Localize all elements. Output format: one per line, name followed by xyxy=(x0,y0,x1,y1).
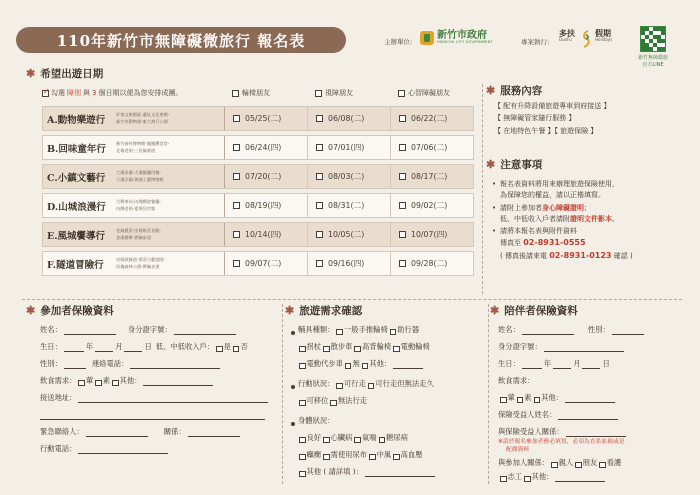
aid-checkbox[interactable] xyxy=(345,363,352,370)
route-name: E.風城饗導行 xyxy=(47,230,106,242)
route-row xyxy=(42,193,474,218)
participant-heading: ✱ 參加者保險資料 xyxy=(26,304,114,317)
executor-label: 專案執行: xyxy=(521,38,550,46)
route-name: A.動物樂遊行 xyxy=(47,114,106,126)
beneficiary-rel-field[interactable] xyxy=(566,429,626,437)
diet-other-field[interactable] xyxy=(143,378,213,386)
rel-checkbox[interactable] xyxy=(599,462,606,469)
health-checkbox[interactable] xyxy=(299,454,306,461)
aid-checkbox[interactable] xyxy=(354,346,361,353)
star-icon: ✱ xyxy=(486,158,496,171)
organizer-name: 新竹市政府 xyxy=(437,30,487,42)
mobility-checkbox[interactable] xyxy=(330,400,337,407)
health-checkbox[interactable] xyxy=(369,454,376,461)
service-item: 【 配有升降設備旅遊專車到府接送 】 xyxy=(494,102,611,110)
duofu-swirl-icon xyxy=(581,29,591,49)
phone-number: 02-8931-0123 xyxy=(549,250,612,260)
mobility-checkbox[interactable] xyxy=(299,400,306,407)
route-desc: 功維敘隧道-菁莊古藝庭園- 玫瑰森林公園-實驗步道 xyxy=(116,257,166,269)
aid-checkbox[interactable] xyxy=(299,363,306,370)
date-checkbox[interactable] xyxy=(233,260,240,267)
date-option[interactable]: 06/24(四) xyxy=(225,136,308,159)
date-checkbox[interactable] xyxy=(316,144,323,151)
date-option[interactable]: 09/16(四) xyxy=(308,252,391,275)
services-heading: ✱ 服務內容 xyxy=(486,84,543,97)
aid-checkbox[interactable] xyxy=(299,346,306,353)
mobile-field[interactable] xyxy=(78,446,168,454)
dates-table-header xyxy=(42,84,474,102)
col-mental[interactable]: 心智障礙朋友 xyxy=(390,88,474,98)
companion-birth-month[interactable] xyxy=(553,361,571,369)
travel-needs-heading: ✱ 旅遊需求確認 xyxy=(285,304,363,317)
date-option[interactable]: 06/08(二) xyxy=(308,107,391,130)
holidays-logo xyxy=(595,30,612,42)
date-option[interactable]: 09/07(二) xyxy=(225,252,308,275)
name-field[interactable] xyxy=(64,327,116,335)
date-checkbox[interactable] xyxy=(316,260,323,267)
gender-field[interactable] xyxy=(64,361,86,369)
date-option[interactable]: 09/28(二) xyxy=(391,252,475,275)
fax-number: 02-8931-0555 xyxy=(523,238,586,248)
travel-needs-form: 輔具種類： 一般手推輪椅 助行器 拐杖 散步車 高背輪椅 電動輪椅 電動代步車 無 其他： 行動狀況： 可行走 可行走但無法走久 可移位 無法行走 身體狀況： 良好 心臟病 氣喘 糖尿病 癲癇 需使用尿布 中風 高血壓 其他 ( 請詳填 )： xyxy=(291,318,486,477)
date-checkbox[interactable] xyxy=(233,115,240,122)
participant-form: 姓名： 身分證字號： 生日： 年 月 日 低、中低收入戶： 是 否 性別： 連絡電話： 飲食需求： 葷 素 其他： 接送地址： 緊急聯絡人： 關係： 行動電話： xyxy=(40,318,280,454)
col-wheelchair[interactable]: 輪椅朋友 xyxy=(224,88,307,98)
address-field-2[interactable] xyxy=(40,412,265,420)
notes-heading: ✱ 注意事項 xyxy=(486,158,543,171)
form-title: 110年新竹市無障礙微旅行 報名表 xyxy=(16,27,346,53)
route-name: F.隧道冒險行 xyxy=(47,259,104,271)
wheelchair-checkbox[interactable] xyxy=(232,90,239,97)
emergency-name-field[interactable] xyxy=(86,429,148,437)
star-icon: ✱ xyxy=(285,304,295,317)
date-option[interactable]: 07/01(四) xyxy=(308,136,391,159)
dates-heading: ✱ 希望出遊日期 xyxy=(26,67,104,80)
route-row xyxy=(42,222,474,247)
income-yes-checkbox[interactable] xyxy=(216,346,223,353)
note-item: • 請將本報名表與附件資料 傳真至 02-8931-0555 ( 傳真後請來電 02-8931-0123 確認 ) xyxy=(492,226,692,262)
route-desc: 老錦農莊-田媽媽美食館- 金溪楊餅-實驗步道 xyxy=(116,228,161,240)
organizer-label: 主辦單位: xyxy=(384,38,413,46)
companion-diet-other-field[interactable] xyxy=(565,395,615,403)
health-checkbox[interactable] xyxy=(299,471,306,478)
line-caption-1: 新竹無障微旅 xyxy=(637,55,668,61)
companion-name-field[interactable] xyxy=(522,327,574,335)
companion-birth-day[interactable] xyxy=(582,361,600,369)
service-item: 【 無障礙管家隨行服務 】 xyxy=(494,114,576,123)
companion-birth-year[interactable] xyxy=(522,361,542,369)
emergency-relation-field[interactable] xyxy=(188,429,240,437)
date-option[interactable]: 10/14(四) xyxy=(225,223,308,246)
date-option[interactable]: 08/19(四) xyxy=(225,194,308,217)
date-option[interactable]: 08/03(二) xyxy=(308,165,391,188)
rel-checkbox[interactable] xyxy=(551,462,558,469)
route-row xyxy=(42,251,474,276)
date-checkbox[interactable] xyxy=(233,144,240,151)
aid-checkbox[interactable] xyxy=(393,346,400,353)
date-checkbox[interactable] xyxy=(233,173,240,180)
services-list xyxy=(494,100,610,137)
star-icon: ✱ xyxy=(490,304,500,317)
divider xyxy=(488,304,489,484)
birth-day-field[interactable] xyxy=(124,344,142,352)
divider xyxy=(282,304,283,484)
executor-name-1: 多扶 xyxy=(559,29,575,38)
divider xyxy=(482,84,483,294)
date-checkbox[interactable] xyxy=(399,115,406,122)
health-checkbox[interactable] xyxy=(393,454,400,461)
line-caption-2: 官方LINE xyxy=(642,61,664,68)
date-checkbox[interactable] xyxy=(399,260,406,267)
star-icon: ✱ xyxy=(26,304,36,317)
date-checkbox[interactable] xyxy=(399,144,406,151)
note-item: • 報名表資料將用來辦理旅遊保險使用， 為保障您的權益，請以正楷填寫。 xyxy=(492,179,692,201)
income-no-checkbox[interactable] xyxy=(233,346,240,353)
organizer-sub: HSINCHU CITY GOVERNMENT xyxy=(437,40,493,45)
date-checkbox[interactable] xyxy=(233,202,240,209)
date-checkbox[interactable] xyxy=(233,231,240,238)
diet-veg-checkbox[interactable] xyxy=(95,380,102,387)
companion-heading: ✱ 陪伴者保險資料 xyxy=(490,304,578,317)
date-checkbox[interactable] xyxy=(399,202,406,209)
aid-other-field[interactable] xyxy=(393,361,423,369)
beneficiary-name-field[interactable] xyxy=(558,412,618,420)
birth-month-field[interactable] xyxy=(95,344,113,352)
route-name: C.小鎮文藝行 xyxy=(47,172,106,184)
beneficiary-note: ※請於報名參加者務必填寫，必須為直系血親或是 配偶資料 xyxy=(498,439,625,454)
date-checkbox[interactable] xyxy=(316,173,323,180)
route-desc: 新竹眷村博物館-龍鳳饌食堂- 北埔老街-三民綠園道 xyxy=(116,141,170,153)
date-checkbox[interactable] xyxy=(399,173,406,180)
date-checkbox[interactable] xyxy=(316,231,323,238)
companion-gender-field[interactable] xyxy=(612,327,644,335)
date-checkbox[interactable] xyxy=(316,115,323,122)
date-option[interactable]: 10/07(四) xyxy=(391,223,475,246)
diet-other-checkbox[interactable] xyxy=(112,380,119,387)
route-desc: 大溪吊橋-大溪餐廳用餐- 大溪宗廟-玻璃工藝博物館 xyxy=(116,170,164,182)
route-name: D.山城浪漫行 xyxy=(47,201,106,213)
line-qr-code[interactable] xyxy=(640,26,666,52)
rel-checkbox[interactable] xyxy=(500,476,507,483)
executor-name-1-sub: DuoFu xyxy=(559,37,572,42)
col-visual[interactable]: 視障朋友 xyxy=(307,88,390,98)
notes-list xyxy=(492,179,692,264)
executor-name-2-sub: Holidays xyxy=(595,37,613,42)
health-checkbox[interactable] xyxy=(323,437,330,444)
companion-other-checkbox[interactable] xyxy=(534,397,541,404)
aid-checkbox[interactable] xyxy=(323,346,330,353)
mental-checkbox[interactable] xyxy=(398,90,405,97)
date-option[interactable]: 06/22(二) xyxy=(391,107,475,130)
visual-checkbox[interactable] xyxy=(315,90,322,97)
birth-year-field[interactable] xyxy=(64,344,84,352)
date-option[interactable]: 09/02(二) xyxy=(391,194,475,217)
companion-form: 姓名： 性別： 身分證字號： 生日： 年 月 日 飲食需求： 葷 素 其他： 保險受益人姓名： 與保險受益人關係： ※請於報名參加者務必填寫，必須為直系血親或是 配偶資料 與參加人關係： 親人 朋友 看護 志工 其他： xyxy=(498,318,693,482)
note-item: • 請附上參加者身心障礙證明； 低、中低收入戶者請附證明文件影本。 xyxy=(492,203,692,225)
route-name: B.回味童年行 xyxy=(47,143,106,155)
city-emblem-icon xyxy=(420,31,434,45)
mobility-checkbox[interactable] xyxy=(336,383,343,390)
route-desc: 好客文創園區-遺址文化會館- 新竹市動物園-東大飛行公園 xyxy=(116,112,170,124)
companion-id-field[interactable] xyxy=(544,344,624,352)
aid-checkbox[interactable] xyxy=(336,329,343,336)
duofu-logo xyxy=(559,30,575,42)
route-row xyxy=(42,106,474,131)
date-option[interactable]: 08/31(二) xyxy=(308,194,391,217)
divider xyxy=(22,299,682,300)
date-checkbox[interactable] xyxy=(399,231,406,238)
health-checkbox[interactable] xyxy=(354,437,361,444)
date-option[interactable]: 08/17(二) xyxy=(391,165,475,188)
date-option[interactable]: 10/05(二) xyxy=(308,223,391,246)
companion-veg-checkbox[interactable] xyxy=(517,397,524,404)
aid-checkbox[interactable] xyxy=(390,329,397,336)
rel-checkbox[interactable] xyxy=(575,462,582,469)
rel-checkbox[interactable] xyxy=(524,476,531,483)
route-row xyxy=(42,135,474,160)
address-field[interactable] xyxy=(78,395,268,403)
date-option[interactable]: 07/06(二) xyxy=(391,136,475,159)
date-option[interactable]: 05/25(二) xyxy=(225,107,308,130)
id-field[interactable] xyxy=(174,327,236,335)
hsinchu-gov-logo xyxy=(420,31,493,45)
mobility-checkbox[interactable] xyxy=(368,383,375,390)
instruction: ✓ 勾選 障別 與 3 個日期以便為您安排成團。 xyxy=(42,88,224,98)
route-desc: 合興車站-內灣戲院餐廳- 內灣老街-愛飛兒市集 xyxy=(116,199,161,211)
star-icon: ✱ xyxy=(26,67,36,80)
diet-meat-checkbox[interactable] xyxy=(78,380,85,387)
executor-name-2: 假期 xyxy=(595,29,611,38)
rel-other-field[interactable] xyxy=(555,474,605,482)
service-item: 【 在地特色午餐 】【 旅遊保險 】 xyxy=(494,126,598,135)
aid-checkbox[interactable] xyxy=(362,363,369,370)
health-checkbox[interactable] xyxy=(323,454,330,461)
health-checkbox[interactable] xyxy=(299,437,306,444)
health-other-field[interactable] xyxy=(365,469,435,477)
companion-meat-checkbox[interactable] xyxy=(500,397,507,404)
phone-field[interactable] xyxy=(130,361,220,369)
date-checkbox[interactable] xyxy=(316,202,323,209)
star-icon: ✱ xyxy=(486,84,496,97)
dates-table xyxy=(42,84,474,276)
example-checkbox xyxy=(42,90,49,97)
route-row xyxy=(42,164,474,189)
health-checkbox[interactable] xyxy=(379,437,386,444)
date-option[interactable]: 07/20(二) xyxy=(225,165,308,188)
